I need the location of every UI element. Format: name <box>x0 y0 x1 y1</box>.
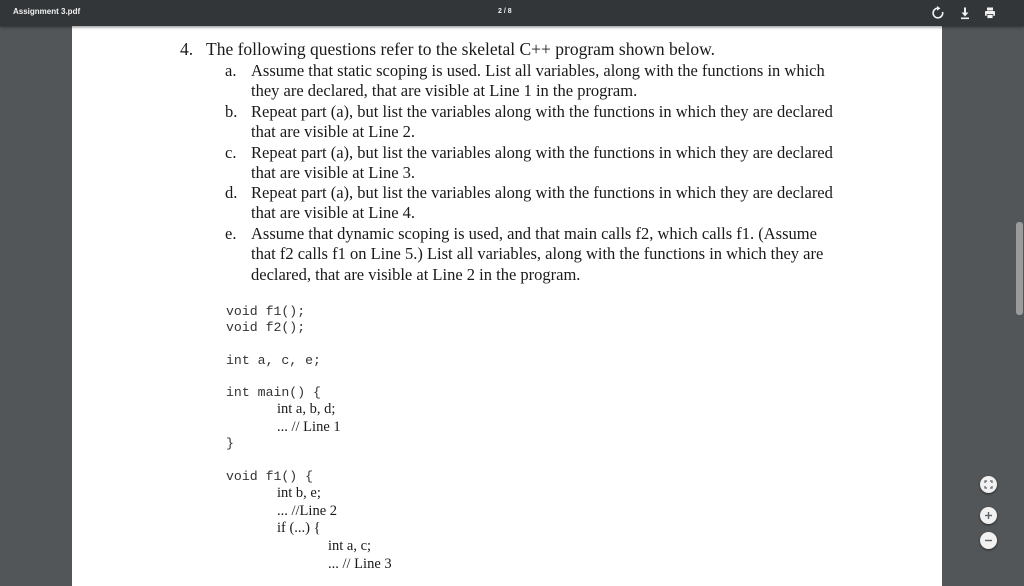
item-label: b. <box>225 102 238 121</box>
code-f1-signature: void f1() { <box>226 469 314 484</box>
code-line-3: ... // Line 3 <box>328 556 392 572</box>
code-if-vars: int a, c; <box>328 538 372 554</box>
question-intro: The following questions refer to the skeletal C++ program shown below. <box>206 39 715 59</box>
rotate-icon[interactable] <box>931 6 945 20</box>
item-text: Repeat part (a), but list the variables along with the functions in which they are declared that are visible at Line 2. <box>251 102 833 142</box>
vertical-scrollbar[interactable] <box>1015 26 1024 576</box>
item-text: Repeat part (a), but list the variables along with the functions in which they are declared that are visible at Line 3. <box>251 143 833 183</box>
code-line-1: ... // Line 1 <box>277 419 341 435</box>
scrollbar-thumb[interactable] <box>1016 222 1023 315</box>
question-number: 4. <box>180 39 194 59</box>
question-item-d <box>225 183 845 224</box>
code-decl-f1: void f1(); <box>226 304 306 319</box>
code-main-signature: int main() { <box>226 385 321 400</box>
item-label: e. <box>225 224 237 243</box>
code-line-2: ... //Line 2 <box>277 503 338 519</box>
code-decl-f2: void f2(); <box>226 320 306 335</box>
code-main-vars: int a, b, d; <box>277 401 336 417</box>
plus-icon <box>980 507 997 524</box>
minus-icon <box>980 532 997 549</box>
question-item-c <box>225 143 845 184</box>
item-label: d. <box>225 183 238 202</box>
fit-page-icon <box>980 476 997 493</box>
item-text: Repeat part (a), but list the variables along with the functions in which they are declared that are visible at Line 4. <box>251 183 833 223</box>
download-icon[interactable] <box>958 6 972 20</box>
item-label: a. <box>225 61 237 80</box>
code-main-close: } <box>226 436 234 451</box>
pdf-page <box>72 26 942 586</box>
zoom-in-button[interactable] <box>980 507 997 524</box>
question-item-b <box>225 102 845 143</box>
pdf-toolbar <box>0 0 1024 26</box>
page-indicator: 2 / 8 <box>498 8 512 15</box>
code-globals: int a, c, e; <box>226 353 321 368</box>
question-item-a <box>225 61 845 102</box>
zoom-out-button[interactable] <box>980 532 997 549</box>
code-f1-vars: int b, e; <box>277 485 321 501</box>
code-if-statement: if (...) { <box>277 520 321 536</box>
print-icon[interactable] <box>983 6 997 20</box>
item-label: c. <box>225 143 237 162</box>
document-title: Assignment 3.pdf <box>13 7 81 16</box>
fit-page-button[interactable] <box>980 476 997 493</box>
item-text: Assume that dynamic scoping is used, and that main calls f2, which calls f1. (Assume that f2 calls f1 on Line 5.) List all variables, along with the functions in which they are declared, that are visible at Line 2 in the program. <box>251 224 824 284</box>
item-text: Assume that static scoping is used. List all variables, along with the functions in which they are declared, that are visible at Line 1 in the program. <box>251 61 825 101</box>
question-item-e <box>225 224 845 285</box>
